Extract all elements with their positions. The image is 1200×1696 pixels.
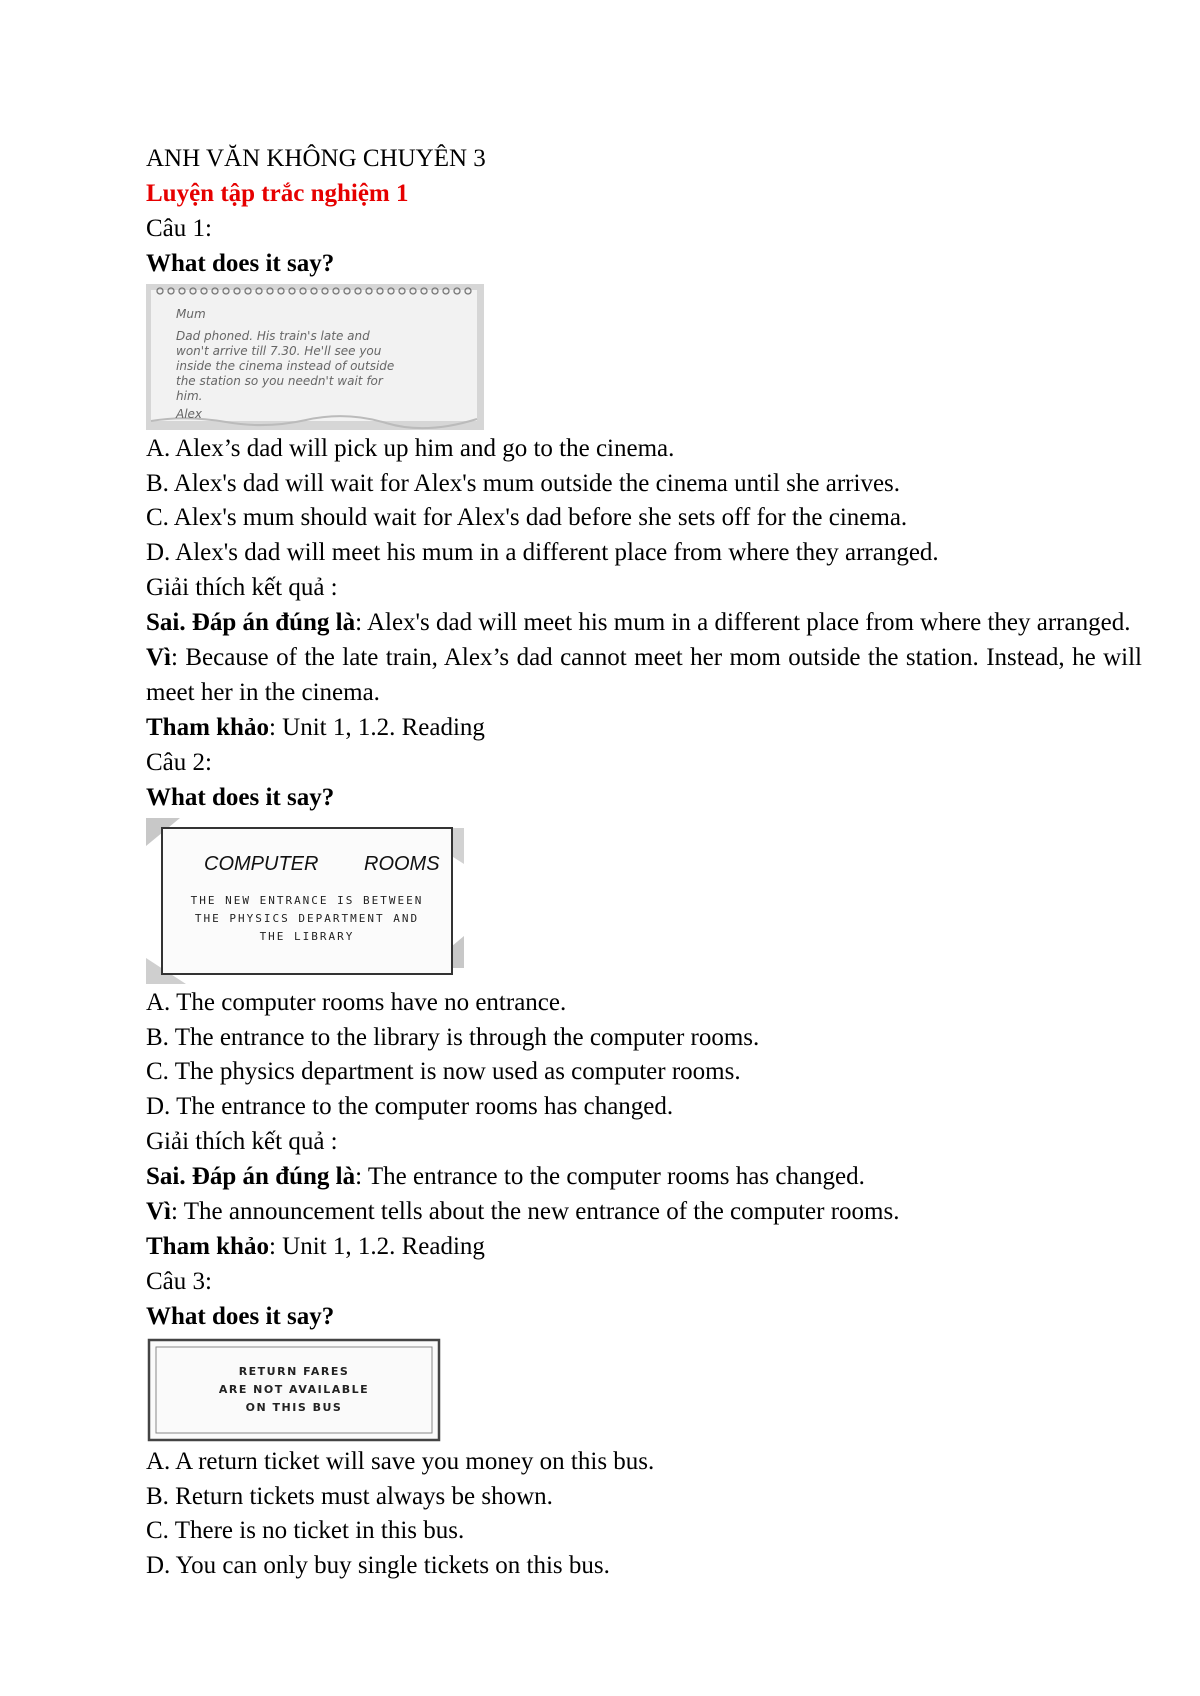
explain-label: Giải thích kết quả :	[146, 574, 338, 602]
sign-line: THE LIBRARY	[259, 929, 355, 943]
question-prompt: What does it say?	[146, 783, 335, 811]
option: B. Alex's dad will wait for Alex's mum outside the cinema until she arrives.	[146, 469, 901, 497]
note-from: Alex	[176, 406, 203, 421]
answer-text: : The entrance to the computer rooms has changed.	[355, 1163, 865, 1191]
question-label: Câu 2:	[146, 748, 212, 776]
answer-paragraph	[146, 606, 1142, 641]
note-line: the station so you needn't wait for	[176, 373, 383, 388]
reason-text: : Because of the late train, Alex’s dad cannot meet her mom outside the station.	[171, 644, 979, 672]
bus-sign-line: RETURN FARES	[238, 1364, 350, 1378]
reference-text: : Unit 1, 1.2. Reading	[268, 1232, 485, 1260]
option: A. The computer rooms have no entrance.	[146, 988, 567, 1016]
sign-image	[146, 818, 1142, 984]
reference-line	[146, 711, 1142, 746]
answer-text-cont: they arranged.	[987, 609, 1131, 637]
reference-label: Tham khảo	[146, 713, 269, 741]
reference-text: : Unit 1, 1.2. Reading	[268, 713, 485, 741]
option: A. Alex’s dad will pick up him and go to the cinema.	[146, 434, 675, 462]
note-line: won't arrive till 7.30. He'll see you	[176, 343, 382, 358]
bus-sign-image	[146, 1337, 1142, 1443]
option: D. Alex's dad will meet his mum in a different place from where they arranged.	[146, 539, 939, 567]
answer-text: : Alex's dad will meet his mum in a different place from where	[355, 609, 982, 637]
option: D. The entrance to the computer rooms has changed.	[146, 1093, 674, 1121]
reason-paragraph	[146, 641, 1142, 711]
reason-text-cont: Instead, he will meet her in the cinema.	[146, 644, 1143, 706]
wrong-label: Sai. Đáp án đúng là	[146, 609, 356, 637]
sign-line: THE NEW ENTRANCE IS BETWEEN	[190, 893, 424, 907]
reference-line	[146, 1230, 1142, 1265]
question-label: Câu 1:	[146, 214, 212, 242]
reason-text: : The announcement tells about the new entrance of the computer rooms.	[171, 1198, 900, 1226]
bus-sign-line: ON THIS BUS	[245, 1400, 343, 1414]
note-line: him.	[176, 388, 203, 403]
reason-label: Vì	[146, 1198, 171, 1226]
question-prompt: What does it say?	[146, 1302, 335, 1330]
sign-word-computer: COMPUTER	[204, 852, 319, 875]
option: C. The physics department is now used as computer rooms.	[146, 1058, 741, 1086]
option: A. A return ticket will save you money on this bus.	[146, 1447, 655, 1475]
reason-paragraph	[146, 1195, 1142, 1230]
option: D. You can only buy single tickets on this bus.	[146, 1552, 610, 1580]
answer-paragraph	[146, 1160, 1142, 1195]
document-subtitle: Luyện tập trắc nghiệm 1	[146, 179, 409, 207]
option: B. The entrance to the library is through the computer rooms.	[146, 1023, 760, 1051]
note-line: Dad phoned. His train's late and	[176, 328, 370, 343]
sign-word-rooms: ROOMS	[364, 852, 440, 875]
question-prompt: What does it say?	[146, 249, 335, 277]
option: B. Return tickets must always be shown.	[146, 1482, 553, 1510]
reference-label: Tham khảo	[146, 1232, 269, 1260]
option: C. Alex's mum should wait for Alex's dad before she sets off for the cinema.	[146, 504, 908, 532]
wrong-label: Sai. Đáp án đúng là	[146, 1163, 356, 1191]
question-label: Câu 3:	[146, 1267, 212, 1295]
reason-label: Vì	[146, 644, 171, 672]
note-to: Mum	[176, 306, 206, 321]
note-image	[146, 284, 1142, 430]
note-line: inside the cinema instead of outside	[176, 358, 395, 373]
explain-label: Giải thích kết quả :	[146, 1128, 338, 1156]
document-page	[146, 142, 1142, 1584]
sign-line: THE PHYSICS DEPARTMENT AND	[194, 911, 420, 925]
bus-sign-line: ARE NOT AVAILABLE	[218, 1382, 370, 1396]
option: C. There is no ticket in this bus.	[146, 1517, 465, 1545]
document-title: ANH VĂN KHÔNG CHUYÊN 3	[146, 145, 486, 172]
